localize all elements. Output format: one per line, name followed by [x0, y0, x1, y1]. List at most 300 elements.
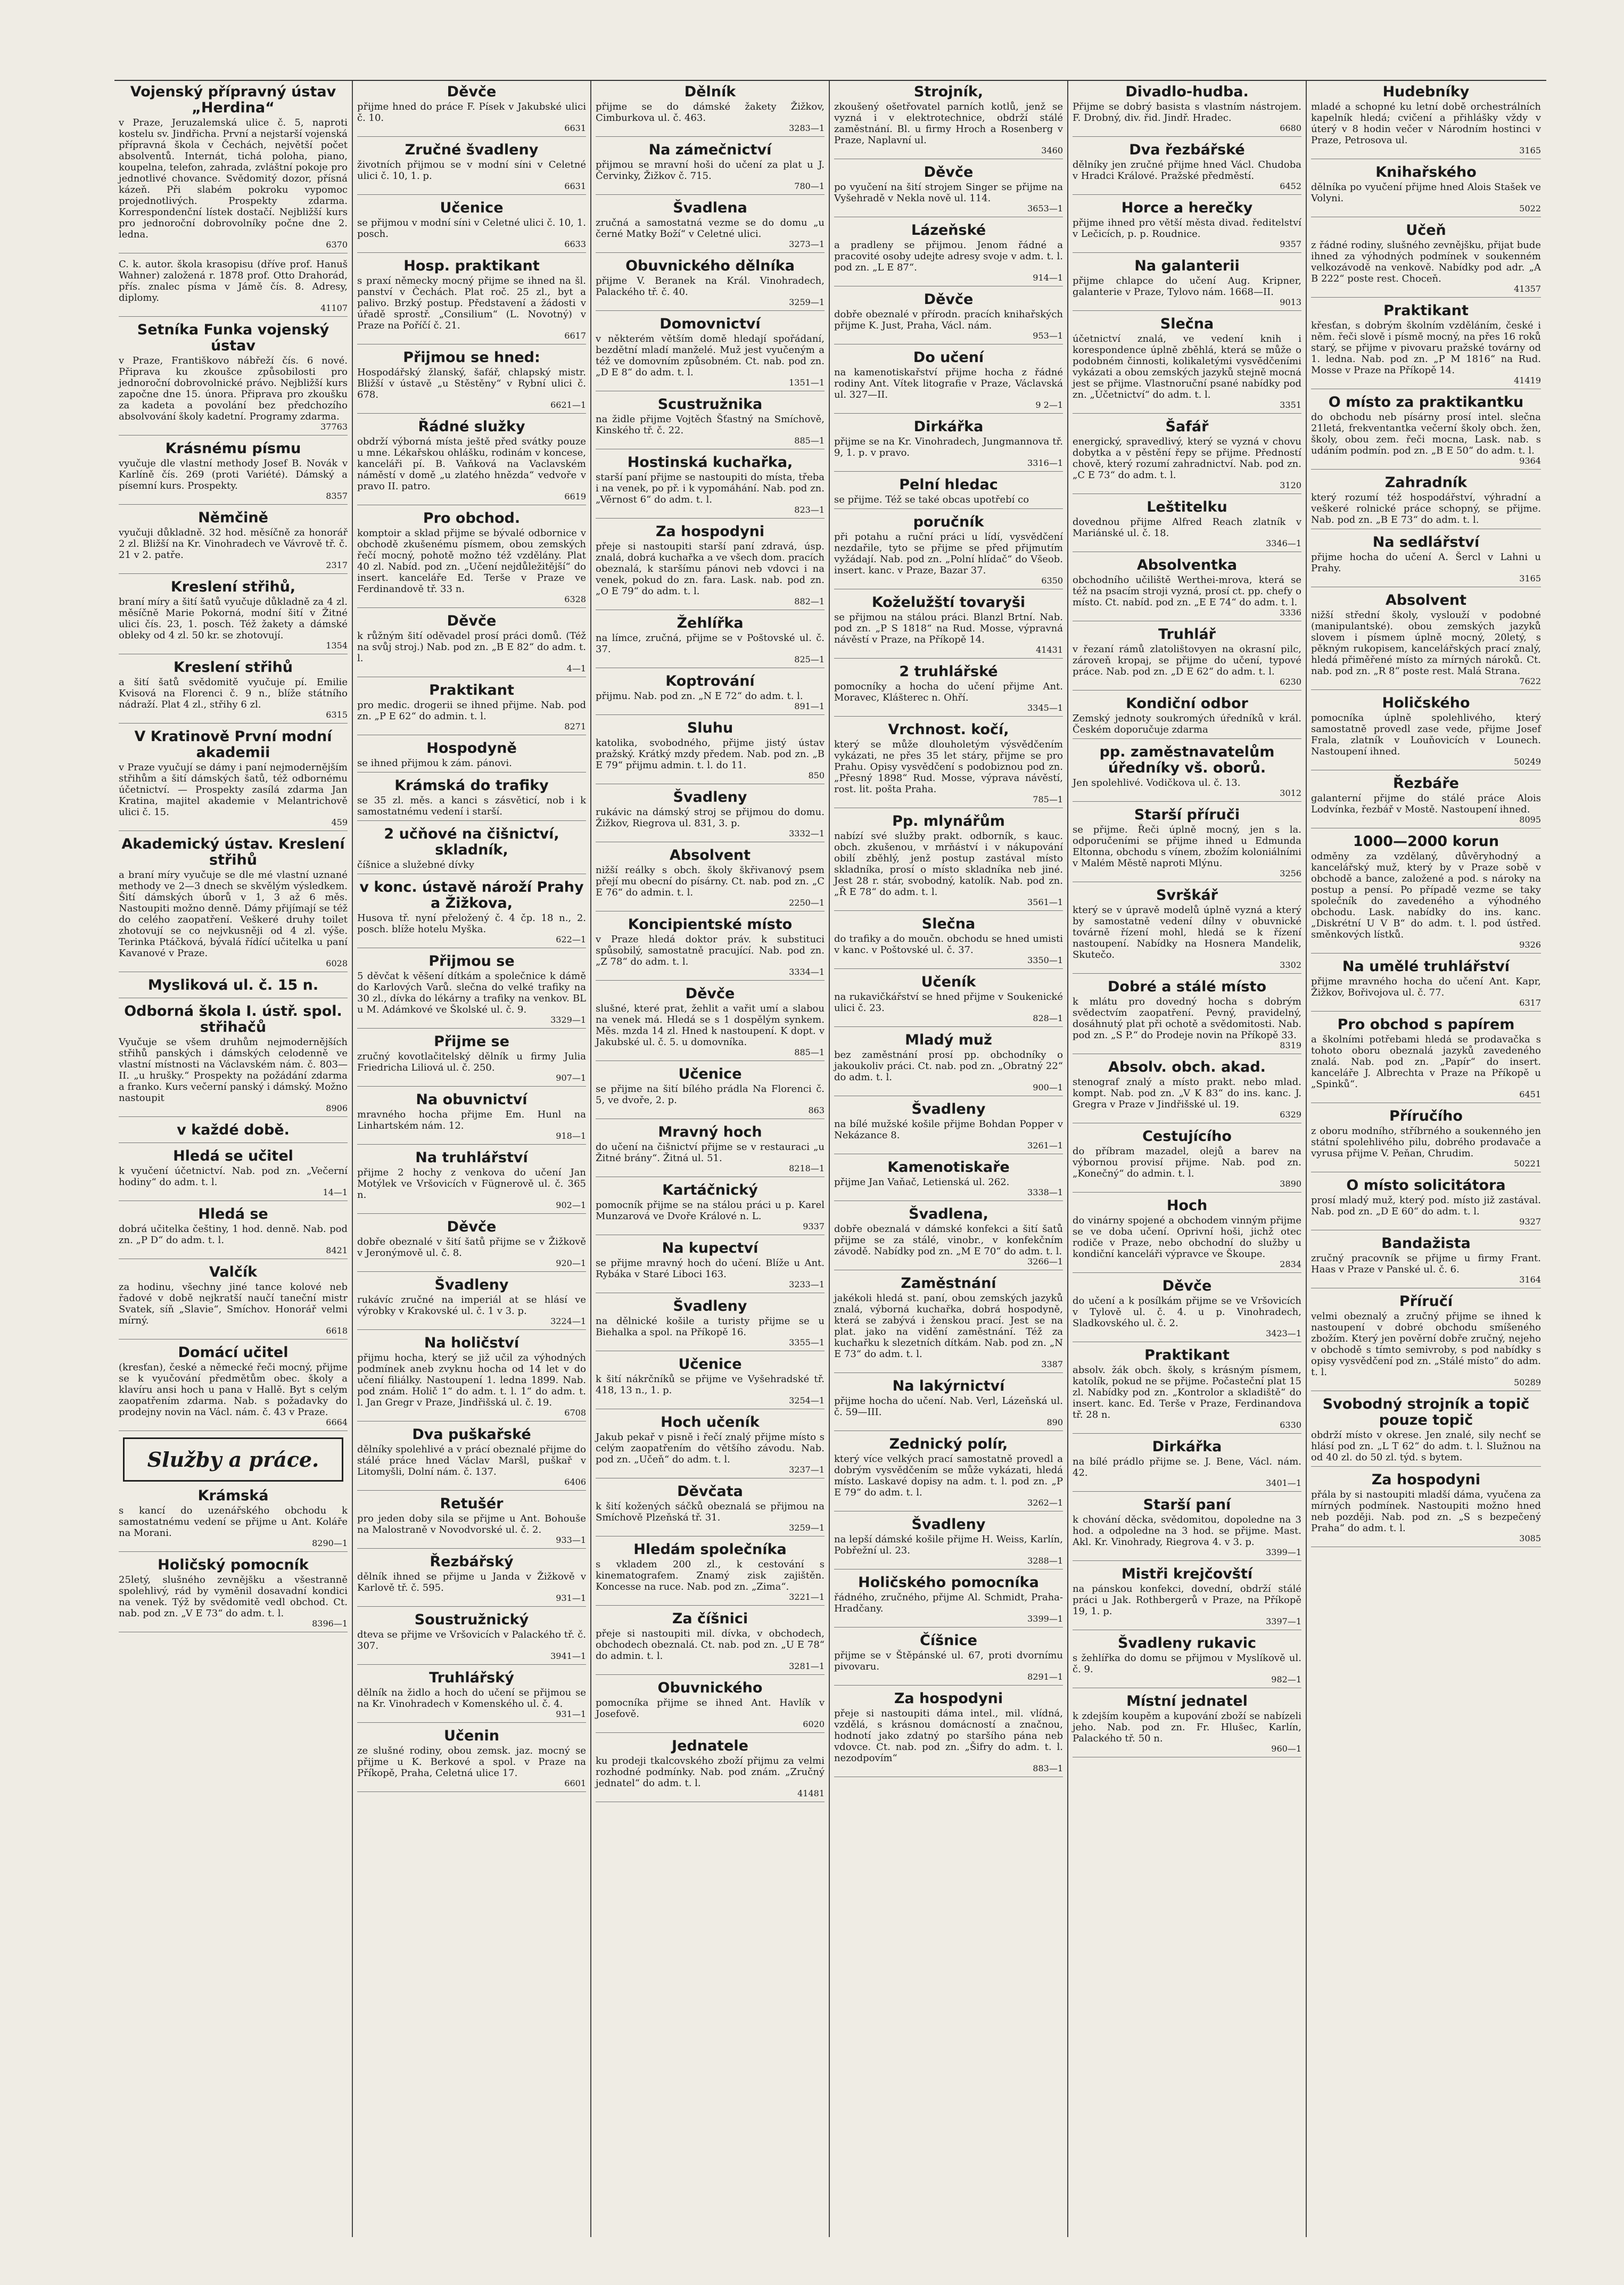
ad-body: obchodního učiliště Werthei-mrova, která se též na psacím stroji vyzná, prosí ct. pp. chefy o místo. Ct. nabíd. pod zn. „E E 74“ do adm. t. l.	[1073, 574, 1301, 608]
classified-ad	[357, 1277, 586, 1330]
classified-ad	[834, 223, 1063, 286]
classified-ad	[357, 954, 586, 1029]
classified-ad	[119, 1557, 348, 1632]
column-1	[114, 81, 353, 2237]
ad-heading: Domovnictví	[660, 316, 761, 332]
classified-ad	[119, 1122, 348, 1143]
ad-body: přeje si nastoupiti starší paní zdravá, úsp. znalá, dobrá kuchařka a ve všech dom. pracích obeznalá, k staršímu pánovi neb vdovci i na venek, pokud do zn. fara. Lask. nab. pod zn. „O E 79“ do adm. t. l.	[596, 541, 825, 597]
classified-ad	[357, 200, 586, 253]
classified-ad	[1311, 1236, 1541, 1288]
ad-heading: Řezbáře	[1393, 775, 1459, 792]
classified-ad	[119, 1345, 348, 1431]
ad-body: v Praze, Františkovo nábřeží čís. 6 nové. Připrava ku zkoušce způsobilosti pro jednoroční dobrovolnické právo. Nejbližší kurs započne dne 15. února. Připrava pro zkoušku za kadeta a povolání bez předchozího absolvování školy kadetní. Programy zdarma.	[119, 355, 348, 422]
ad-body: a pradleny se přijmou. Jenom řádné a pracovité osoby udejte adresy svoje v adm. t. l. pod zn. „L E 87“.	[834, 240, 1063, 273]
ad-heading: 2 truhlářské	[899, 663, 998, 680]
ad-code: 8290—1	[312, 1538, 348, 1548]
classified-ad	[834, 664, 1063, 717]
ad-heading: Holičský pomocník	[158, 1557, 309, 1573]
ad-code: 3281—1	[789, 1661, 825, 1671]
ad-body: vyučuji důkladně. 32 hod. měsíčně za honorář 2 zl. Bližší na Kr. Vinohradech ve Vávrově tř. č. 21 v 2. patře.	[119, 527, 348, 561]
classified-ad	[1311, 1017, 1541, 1103]
ad-code: 8421	[326, 1245, 348, 1255]
ad-heading: Šafář	[1165, 418, 1209, 435]
column-1-after	[119, 1488, 348, 1632]
ad-heading: Mysliková ul. č. 15 n.	[147, 977, 319, 993]
ad-body: do učení na čišnictví přijme se v restauraci „u Žitné brány“. Žitná ul. 51.	[596, 1141, 825, 1164]
classified-ad	[357, 1496, 586, 1549]
classified-ad	[596, 258, 825, 311]
column-4	[830, 81, 1068, 2237]
ad-body: obdrží výborná místa ještě před svátky pouze u mne. Lékařskou ohlášku, rodinám v koncese, kanceláři pí. B. Vaňková na Vaclavském náměstí v domě „u zlatého hnězda“ vedvoře v pravo II. patro.	[357, 436, 586, 492]
ad-code: 3351	[1280, 400, 1301, 410]
ad-heading: Scustružnika	[657, 396, 763, 413]
ad-heading: Na truhlářství	[415, 1149, 528, 1166]
classified-ad	[596, 1182, 825, 1235]
ad-heading: Knihařského	[1375, 164, 1477, 180]
ad-body: přijme 2 hochy z venkova do učení Jan Motýlek ve Vršovicích v Fügnerově ul. č. 365 n.	[357, 1167, 586, 1201]
ad-body: odměny za vzdělaný, důvěryhodný a kancelářský muž, který by v Praze sobě v obchodě a bance, založené a pod. s nároky na postup a pensí. Po případě vezme se taky společník do zavedeného a výhodného obchodu. Lask. nabídky do ins. kanc. „Diskrétní U V B“ do adm. t. l. pod ústřed. směnkových lístků.	[1311, 851, 1541, 940]
ad-body: číšnice a služebné dívky	[357, 859, 475, 870]
ad-body: katolika, svobodného, přijme jistý ústav pražský. Krátký mzdy předem. Nab. pod zn. „B E 79“ přijmu admin. t. l. do 11.	[596, 737, 825, 771]
classified-ad	[834, 1436, 1063, 1511]
classified-ad	[834, 1691, 1063, 1777]
ad-code: 6617	[564, 331, 586, 341]
classified-ad	[1311, 1108, 1541, 1172]
classified-ad	[119, 510, 348, 574]
ad-body: Husova tř. nyní přeložený č. 4 čp. 18 n., 2. posch. blíže hotelu Myška.	[357, 913, 586, 935]
ad-heading: Holičského pomocníka	[858, 1574, 1039, 1591]
classified-ad	[596, 917, 825, 981]
classified-ad	[357, 258, 586, 344]
ad-body: přijme se do dámské žakety Žižkov, Cimburkova ul. č. 463.	[596, 101, 825, 124]
classified-ad	[596, 316, 825, 391]
ad-code: 914—1	[1033, 273, 1063, 283]
ad-body: energický, spravedlivý, který se vyzná v chovu dobytka a v pěstění řepy se přijme. Předností chově, který rozumí zahradnictví. Nab. pod zn. „C E 73“ do adm. t. l.	[1073, 436, 1301, 481]
ad-code: 37763	[320, 422, 348, 432]
ad-heading: Zednický polír,	[889, 1436, 1008, 1452]
ad-body: přijmu. Nab. pod zn. „N E 72“ do adm. t. l.	[596, 691, 803, 702]
ad-heading: Na lakýrnictví	[892, 1378, 1005, 1394]
ad-body: křesťan, s dobrým školním vzděláním, české i něm. řeči slově i písmě mocný, na přes 16 roků starý, se přijme v pivovaru pražské továrny od 1. ledna. Nab. pod zn. „P M 1816“ na Rud. Mosse v Praze na Příkopě 14.	[1311, 320, 1541, 376]
ad-body: ku prodeji tkalcovského zboží přijmu za velmi rozhodné podmínky. Nab. pod znám. „Zručný jednatel“ do adm. t. l.	[596, 1755, 825, 1789]
ad-code: 3283—1	[789, 123, 825, 133]
ad-body: při potahu a ruční práci u lídí, vysvědčení nezdařile, tyto se přijme se před přijmutím vyžádají. Nab. pod zn. „Polní hlídač“ do Všeob. insert. kanc. v Praze, Bazar 37.	[834, 531, 1063, 576]
ad-heading: Horce a herečky	[1121, 200, 1253, 216]
ad-heading: Slečna	[921, 916, 976, 932]
ad-code: 8319	[1280, 1040, 1301, 1050]
ad-code: 6452	[1280, 181, 1301, 191]
ad-code: 933—1	[556, 1535, 586, 1545]
classified-ad	[1073, 807, 1301, 882]
ad-code: 3316—1	[1027, 458, 1063, 468]
ad-heading: Místní jednatel	[1126, 1693, 1248, 1709]
ad-code: 6020	[803, 1719, 825, 1729]
ad-code: 41107	[320, 303, 348, 313]
ad-body: komptoir a sklad přijme se bývalé odbornice v obchodě zkušenému písmem, obou zemských řečí mocný, pohotě možno též vzdělány. Plat 40 zl. Nabíd. pod zn. „Učení nejdůležitější“ do insert. kanceláře Ed. Terše v Praze ve Ferdinandově tř. 33 n.	[357, 528, 586, 595]
ad-body: pro medic. drogerii se ihned přijme. Nab. pod zn. „P E 62“ do admin. t. l.	[357, 700, 586, 722]
classified-ad	[357, 419, 586, 505]
ad-code: 3338—1	[1027, 1187, 1063, 1197]
classified-ad	[357, 1728, 586, 1792]
ad-heading: Retušér	[440, 1495, 504, 1512]
ad-body: 5 děvčat k věšení dítkám a společnice k dámě do Karlových Varů. slečna do velké trafiky na 30 zl., dívka do lékárny a trafiky na venkov. BL u M. Adámkové ve Školské ul. č. 9.	[357, 971, 586, 1015]
ad-heading: Mravný hoch	[658, 1124, 762, 1140]
ad-heading: Pro obchod.	[423, 510, 521, 527]
ad-code: 6708	[564, 1408, 586, 1418]
ad-heading: Krásnému písmu	[165, 440, 301, 457]
ad-heading: Zaměstnání	[901, 1275, 996, 1292]
column-1-ads	[119, 84, 348, 1431]
ad-body: se 35 zl. měs. a kanci s zásvěticí, nob i k samostatnému vedení i starší.	[357, 795, 586, 817]
ad-heading: Učeník	[921, 974, 976, 990]
classified-ad	[1073, 887, 1301, 974]
ad-code: 780—1	[794, 181, 825, 191]
ad-heading: Akademický ústav. Kreslení střihů	[121, 836, 345, 868]
ad-heading: Na zámečnictví	[648, 142, 772, 158]
ad-body: slušné, které prat, žehlit a vařit umí a slabou na venek má. Hledá se s 1 dospělým synkem. Měs. mzda 14 zl. Hned k nastoupení. K dopt. v Jakubské ul. č. 5. u domovníka.	[596, 1003, 825, 1048]
ad-heading: Hoch	[1166, 1197, 1208, 1214]
ad-code: 900—1	[1033, 1082, 1063, 1092]
ad-body: z řádné rodiny, slušného zevnějšku, přijat bude ihned za výhodných podmínek v soukenném velkozávodě na venkově. Nabídky pod adr. „A B 222“ poste rest. Choceň.	[1311, 240, 1541, 284]
classified-ad	[834, 165, 1063, 217]
ad-code: 6633	[564, 239, 586, 249]
ad-heading: Děvče	[1162, 1278, 1212, 1294]
classified-ad	[119, 1264, 348, 1339]
classified-ad	[1073, 1635, 1301, 1688]
ad-heading: Přijmou se	[428, 953, 515, 969]
classified-ad	[1073, 499, 1301, 552]
newspaper-page	[114, 80, 1546, 2237]
ad-body: starší paní přijme se nastoupiti do místa, třeba i na venek, po př. i k vypomáhání. Nab. pod zn. „Věrnost 6“ do adm. t. l.	[596, 472, 825, 505]
ad-code: 3259—1	[789, 297, 825, 307]
ad-code: 891—1	[794, 701, 825, 711]
classified-ad	[119, 836, 348, 972]
ad-body: dobře obeznalá v dámské konfekci a šití šatů přijme se za stálé, vinobr., v konfekčním závodě. Nabídky pod zn. „M E 70“ do adm. t. l.	[834, 1223, 1063, 1257]
column-2	[353, 81, 591, 2237]
ad-heading: Slečna	[1160, 316, 1214, 332]
ad-heading: Obuvnického dělníka	[625, 258, 795, 274]
ad-code: 6350	[1041, 576, 1063, 586]
ad-heading: Kondiční odbor	[1126, 695, 1248, 712]
ad-heading: Dva řezbářské	[1129, 142, 1245, 158]
classified-ad	[596, 848, 825, 911]
ad-heading: Švadleny	[911, 1516, 986, 1533]
ad-body: do příbram mazadel, olejů a barev na výbornou provisí přijme. Nab. pod zn. „Konečný“ do admin. t. l.	[1073, 1146, 1301, 1179]
ad-code: 823—1	[794, 505, 825, 515]
ad-code: 1354	[326, 640, 348, 651]
ad-body: v Praze, Jeruzalemská ulice č. 5, naproti kostelu sv. Jindřicha. První a nejstarší vojenská přípravná škola v Čechách, největší počet absolventů. Internát, tichá poloha, piano, koupelna, telefon, zahrada, zvláštní pokoje pro jednotlivé chovance. Svědomitý dozor, přísná kázeň. Při slabém pokroku vypomoc projednotlivých. Prospekty zdarma. Korrespondenční lístek dostačí. Nejbližší kurs pro jednoroční dobrovolníky počne dne 2. ledna.	[119, 117, 348, 240]
classified-ad	[1073, 1694, 1301, 1757]
classified-ad	[357, 741, 586, 772]
classified-ad	[1311, 834, 1541, 954]
classified-ad	[596, 1542, 825, 1606]
ad-body: přijme mravného hocha do učení Ant. Kapr, Žižkov, Bořivojova ul. č. 77.	[1311, 976, 1541, 998]
classified-ad	[357, 350, 586, 414]
ad-code: 6230	[1280, 677, 1301, 687]
ad-heading: Dirkářka	[913, 418, 984, 435]
classified-ad	[596, 1738, 825, 1802]
classified-ad	[1073, 557, 1301, 621]
classified-ad	[119, 729, 348, 831]
ad-code: 3288—1	[1027, 1556, 1063, 1566]
ad-code: 8218—1	[789, 1163, 825, 1173]
ad-body: Hospodářský žlanský, šafář, chlapský mistr. Bližší v ústavě „u Stěstěny“ v Rybní ulici č. 678.	[357, 367, 586, 400]
ad-body: Jakub pekař v pisně i řečí znalý přijme místo s celým zaopatřením do většího závodu. Nab. pod zn. „Učeň“ do adm. t. l.	[596, 1432, 825, 1465]
ad-code: 8271	[564, 721, 586, 731]
ad-body: zkoušený ošetřovatel parních kotlů, jenž se vyzná i v elektrotechnice, obdrží stálé zaměstnání. Bl. u firmy Hroch a Rosenberg v Praze, Naplavní ul.	[834, 101, 1063, 146]
ad-heading: Odborná škola I. ústř. spol. střihačů	[124, 1003, 342, 1035]
ad-body: přijme Jan Vaňač, Letienská ul. 262.	[834, 1177, 1010, 1188]
ad-heading: Učenice	[678, 1066, 742, 1082]
ad-code: 3336	[1280, 607, 1301, 618]
ad-code: 885—1	[794, 1047, 825, 1057]
ad-code: 8906	[326, 1103, 348, 1113]
ad-body: účetnictví znalá, ve vedení knih i korespondence úplně zběhlá, která se může o podobném činnosti, kolikaletými vysvědčeními vykázati a obou zemských jazyků stejně mocná jest se přijme. Vlastnoruční psané nabídky pod zn. „Účetnictví“ do adm. t. l.	[1073, 333, 1301, 400]
ad-body: rukávíc zručné na imperiál at se hlásí ve výrobky v Krakovské ul. č. 1 v 3. p.	[357, 1294, 586, 1317]
ad-body: ze slušné rodiny, obou zemsk. jaz. mocný se přijme u K. Berkové a spol. v Praze na Příkopě, Praha, Celetná ulice 17.	[357, 1745, 586, 1779]
classified-ad	[1311, 303, 1541, 389]
ad-body: do obchodu neb písárny prosí intel. slečna 21letá, frekventantka večerní školy obch. žen, školy, obou zem. řeči mocna, Lask. nab. s udáním podmín. pod zn. „B E 50“ do adm. t. l.	[1311, 412, 1541, 456]
ad-code: 459	[331, 817, 348, 827]
ad-heading: Sluhu	[687, 720, 733, 736]
classified-ad	[119, 1488, 348, 1552]
ad-body: do učení a k posílkám přijme se ve Vršovicích v Tylově ul. č. 4. u p. Vinohradech, Sladkovského ul. č. 2.	[1073, 1295, 1301, 1329]
classified-ad	[357, 1092, 586, 1145]
ad-code: 50221	[1514, 1158, 1541, 1169]
ad-heading: Domácí učitel	[178, 1344, 288, 1361]
ad-heading: Vrchnost. kočí,	[888, 721, 1009, 738]
ad-heading: Němčině	[198, 509, 268, 526]
classified-ad	[834, 1633, 1063, 1686]
ad-heading: Holičského	[1382, 695, 1470, 711]
ad-heading: v každé době.	[177, 1122, 290, 1138]
ad-body: dovednou přijme Alfred Reach zlatník v Mariánské ul. č. 18.	[1073, 516, 1301, 539]
ad-body: k růžným šití oděvadel prosí práci domů. (Též na svůj stroj.) Nab. pod zn. „B E 82“ do adm. t. l.	[357, 630, 586, 664]
ad-heading: Mladý muž	[905, 1032, 992, 1048]
ad-body: obdrží místo v okrese. Jen znalé, sily nechť se hlásí pod zn. „L T 62“ do adm. t. l. Služnou na od 40 zl. do 50 zl. týd. s bytem.	[1311, 1429, 1541, 1463]
ad-heading: Pelní hledac	[899, 476, 998, 493]
ad-body: nižší střední školy, vyslouží v podobné (manipulantské). obou zemských jazyků slovem i písmem úplně mocný, 20letý, s pěkným rukopisem, kancelářských prací znalý, hledá přiměřené místo za mírných nároků. Ct. nab. pod zn. „R 8“ poste rest. Malá Strana.	[1311, 610, 1541, 677]
ad-body: s praxí německy mocný přijme se ihned na šl. panství v Čechách. Plat roč. 25 zl., byt a palivo. Brzký postup. Představení a žádosti v úřadě sprostř. „Consilium“ (L. Novotný) v Praze na Poříčí č. 21.	[357, 275, 586, 331]
ad-heading: Hospodyně	[426, 740, 517, 757]
ad-body: dělníky spolehlivé a v prácí obeznalé přijme do stálé práce hned Václav Maršl, puškař v Litomyšli, Dolní nám. č. 137.	[357, 1444, 586, 1477]
ad-heading: Hoch učeník	[661, 1414, 760, 1431]
ad-body: přijmou se mravní hoši do učení za plat u J. Červinky, Žižkov č. 715.	[596, 159, 825, 182]
classified-ad	[1311, 695, 1541, 770]
ad-heading: Absolv. obch. akad.	[1108, 1059, 1266, 1075]
ad-code: 8095	[1519, 815, 1541, 825]
ad-heading: Řezbářský	[430, 1554, 514, 1570]
classified-ad	[596, 1240, 825, 1293]
ad-code: 3237—1	[789, 1465, 825, 1475]
classified-ad	[1311, 776, 1541, 828]
ad-heading: Strojník,	[913, 84, 984, 100]
ad-heading: Kreslení střihů,	[170, 579, 296, 595]
ad-heading: Děvče	[447, 84, 497, 100]
ad-heading: Leštitelku	[1147, 499, 1227, 515]
ad-heading: Švadleny	[434, 1277, 509, 1293]
ad-heading: Krámská do trafiky	[394, 777, 549, 794]
section-title-box: Služby a práce.	[123, 1437, 343, 1482]
ad-code: 41419	[1514, 375, 1541, 385]
column-2-ads	[357, 84, 586, 1792]
ad-heading: Číšnice	[920, 1632, 977, 1649]
ad-body: přijme hocha do učení A. Šercl v Lahni u Prahy.	[1311, 552, 1541, 574]
classified-ad	[119, 977, 348, 998]
ad-body: na dělnické košile a turisty přijme se u Biehalka a spol. na Příkopě 16.	[596, 1316, 825, 1338]
ad-heading: Děvče	[924, 291, 974, 308]
ad-code: 9013	[1280, 297, 1301, 307]
ad-code: 5022	[1519, 203, 1541, 213]
ad-code: 41357	[1514, 284, 1541, 294]
ad-heading: Dělník	[684, 84, 736, 100]
ad-body: mladé a schopné ku letní době orchestrálních kapelník hledá; cvičení a přihlášky vždy v úterý v 8 hodin večer v Národním hostinci v Praze, Petrosova ul.	[1311, 101, 1541, 146]
ad-body: který rozumí též hospodářství, výhradní a veškeré rolnické práce schopný, se přijme. Nab. pod zn. „B E 73“ do adm. t. l.	[1311, 492, 1541, 525]
ad-heading: Přijme se	[434, 1033, 509, 1050]
ad-code: 863	[808, 1105, 825, 1115]
classified-ad	[834, 595, 1063, 659]
classified-ad	[834, 974, 1063, 1027]
classified-ad	[1311, 1472, 1541, 1547]
ad-body: životních přijmou se v modní síni v Celetné ulici č. 10, 1. p.	[357, 159, 586, 182]
ad-body: v řezaní rámů zlatolištovyen na okrasní pilc, zároveň kropaj, se přijme do učení, typové práce. Nab. pod zn. „D E 62“ do adm. t. l.	[1073, 644, 1301, 677]
classified-ad	[1073, 200, 1301, 253]
classified-ad	[119, 259, 348, 317]
ad-heading: Praktikant	[1383, 302, 1469, 319]
ad-code: 9364	[1519, 456, 1541, 466]
ad-body: přijme chlapce do učení Aug. Kripner, galanterie v Praze, Tylovo nám. 1668—II.	[1073, 275, 1301, 298]
ad-code: 920—1	[556, 1258, 586, 1268]
ad-heading: Hledá se	[198, 1206, 268, 1222]
ad-heading: Absolvent	[1385, 592, 1467, 609]
classified-ad	[1073, 1198, 1301, 1273]
ad-body: k zdejším koupěm a kupování zboží se nabízeli jeho. Nab. pod zn. Fr. Hlušec, Karlín, Palackého tř. 50 n.	[1073, 1711, 1301, 1744]
classified-ad	[119, 322, 348, 435]
ad-heading: Děvčata	[677, 1483, 743, 1500]
ad-code: 14—1	[323, 1187, 348, 1197]
ad-heading: Děvče	[685, 985, 735, 1002]
ad-body: a školními potřebami hledá se prodavačka s tohoto oboru obeznalá jazyků zavedeného znalá. Nab. pod zn. „Papír“ do insert. kanceláře J. Albrechta v Praze na Příkopě u „Spinků“.	[1311, 1034, 1541, 1090]
ad-body: se přijmou na stálou práci. Blanzl Brtní. Nab. pod zn. „P S 1818“ na Rud. Mosse, výpravná návěstí v Praze, na Příkopě 14.	[834, 612, 1063, 645]
classified-ad	[119, 1206, 348, 1259]
classified-ad	[1073, 142, 1301, 195]
ad-heading: 2 učňové na čišnictví, skladník,	[384, 826, 559, 858]
ad-body: pomocník přijme se na stálou práci u p. Karel Munzarová ve Dvoře Králové n. L.	[596, 1199, 825, 1222]
ad-heading: Na sedlářství	[1372, 534, 1480, 550]
classified-ad	[596, 790, 825, 842]
ad-body: dteva se přijme ve Vršovicích v Palackého tř. č. 307.	[357, 1629, 586, 1651]
ad-code: 3221—1	[789, 1592, 825, 1602]
ad-code: 3653—1	[1027, 203, 1063, 213]
ad-body: na límce, zručná, přijme se v Poštovské ul. č. 37.	[596, 632, 825, 655]
ad-code: 9357	[1280, 239, 1301, 249]
ad-body: řádného, zručného, přijme Al. Schmidt, Praha-Hradčany.	[834, 1592, 1063, 1614]
ad-heading: Na obuvnictví	[416, 1091, 527, 1108]
ad-code: 3329—1	[550, 1015, 586, 1025]
ad-heading: v konc. ústavě nároží Prahy a Žižkova,	[359, 879, 584, 911]
classified-ad	[1311, 84, 1541, 159]
ad-code: 8357	[326, 491, 348, 501]
ad-body: Přijme se dobrý basista s vlastním nástrojem. F. Drobný, div. řid. Jindř. Hradec.	[1073, 101, 1301, 124]
classified-ad	[834, 84, 1063, 159]
ad-heading: Soustružnický	[414, 1612, 529, 1628]
ad-heading: Za hospodyni	[894, 1690, 1003, 1707]
ad-code: 3164	[1519, 1275, 1541, 1285]
ad-heading: Truhlář	[1158, 626, 1216, 643]
ad-body: rukávic na dámský stroj se přijmou do domu. Žižkov, Riegrova ul. 831, 3. p.	[596, 807, 825, 829]
ad-code: 622—1	[556, 934, 586, 944]
classified-ad	[1073, 1347, 1301, 1434]
ad-heading: Děvče	[447, 1219, 497, 1235]
classified-ad	[357, 142, 586, 195]
ad-body: na lepší dámské košile přijme H. Weiss, Karlín, Pobřežní ul. 23.	[834, 1534, 1063, 1556]
ad-body: na pánskou konfekci, dovední, obdrží stálé práci u Jak. Rothbergerů v Praze, na Příkopě 19, 1. p.	[1073, 1583, 1301, 1617]
classified-ad	[1311, 223, 1541, 298]
ad-body: velmi obeznalý a zručný přijme se ihned k nastoupení v dobré obchodu smíšeného zbožím. Který jen pověrní dobře zručný, nejeho v obchodě s tímto semivroby, s pod nabídky s opisy vysvědčení pod zn. „Stálé místo“ do adm. t. l.	[1311, 1311, 1541, 1378]
ad-body: v Praze hledá doktor práv. k substituci spůsobilý, samostatně pracující. Nab. pod zn. „Z 78“ do adm. t. l.	[596, 934, 825, 967]
ad-heading: Zahradník	[1384, 474, 1468, 491]
ad-code: 3233—1	[789, 1279, 825, 1289]
ad-body: mravného hocha přijme Em. Hunl na Linhartském nám. 12.	[357, 1109, 586, 1131]
ad-heading: Valčík	[209, 1264, 258, 1280]
ad-heading: poručník	[913, 514, 984, 530]
classified-ad	[357, 511, 586, 608]
ad-heading: Dirkářka	[1152, 1439, 1222, 1455]
ad-body: dělník ihned se přijme u Janda v Žižkově v Karlově tř. č. 595.	[357, 1571, 586, 1593]
ad-heading: Svobodný strojník a topič pouze topič	[1322, 1396, 1530, 1428]
ad-body: po vyučení na šití strojem Singer se přijme na Vyšehradě v Nekla nově ul. 114.	[834, 182, 1063, 204]
classified-ad	[1311, 165, 1541, 217]
ad-code: 3941—1	[550, 1651, 586, 1661]
ad-heading: Za hospodyni	[1371, 1472, 1481, 1488]
classified-ad	[357, 1427, 586, 1491]
classified-ad	[1073, 1497, 1301, 1561]
ad-body: k šití kožených sáčků obeznalá se přijmou na Smíchově Plzeňská tř. 31.	[596, 1501, 825, 1523]
ad-heading: Švadlena,	[909, 1206, 988, 1222]
classified-ad	[834, 1206, 1063, 1270]
classified-ad	[1073, 84, 1301, 137]
ad-body: pomocníka přijme se ihned Ant. Havlík v Josefově.	[596, 1697, 825, 1720]
ad-code: 3890	[1280, 1179, 1301, 1189]
ad-heading: O místo solicitátora	[1346, 1177, 1506, 1194]
ad-heading: Do učení	[913, 349, 984, 366]
ad-heading: O místo za praktikantku	[1328, 394, 1524, 410]
classified-ad	[1311, 593, 1541, 690]
ad-code: 907—1	[556, 1073, 586, 1083]
ad-code: 3273—1	[789, 239, 825, 249]
ad-code: 3399—1	[1266, 1547, 1301, 1557]
classified-ad	[596, 1484, 825, 1536]
ad-heading: Na umělé truhlářství	[1342, 958, 1510, 975]
ad-body: přijme se na Kr. Vinohradech, Jungmannova tř. 9, 1. p. v pravo.	[834, 436, 1063, 458]
classified-ad	[834, 514, 1063, 589]
column-3	[591, 81, 830, 2237]
classified-ad	[119, 441, 348, 505]
ad-code: 6370	[326, 240, 348, 250]
ad-code: 3397—1	[1266, 1616, 1301, 1626]
classified-ad	[834, 813, 1063, 911]
ad-heading: Truhlářský	[429, 1670, 514, 1686]
ad-heading: pp. zaměstnavatelům úředníky vš. oborů.	[1099, 744, 1275, 776]
ad-code: 7622	[1519, 676, 1541, 686]
ad-code: 9 2—1	[1035, 400, 1063, 410]
ad-code: 3224—1	[550, 1316, 586, 1326]
ad-code: 890	[1046, 1417, 1063, 1427]
ad-body: prosí mladý muž, který pod. místo již zastával. Nab. pod zn. „D E 60“ do adm. t. l.	[1311, 1195, 1541, 1217]
classified-ad	[834, 1378, 1063, 1431]
ad-heading: Pp. mlynářům	[892, 813, 1005, 829]
classified-ad	[357, 1335, 586, 1421]
